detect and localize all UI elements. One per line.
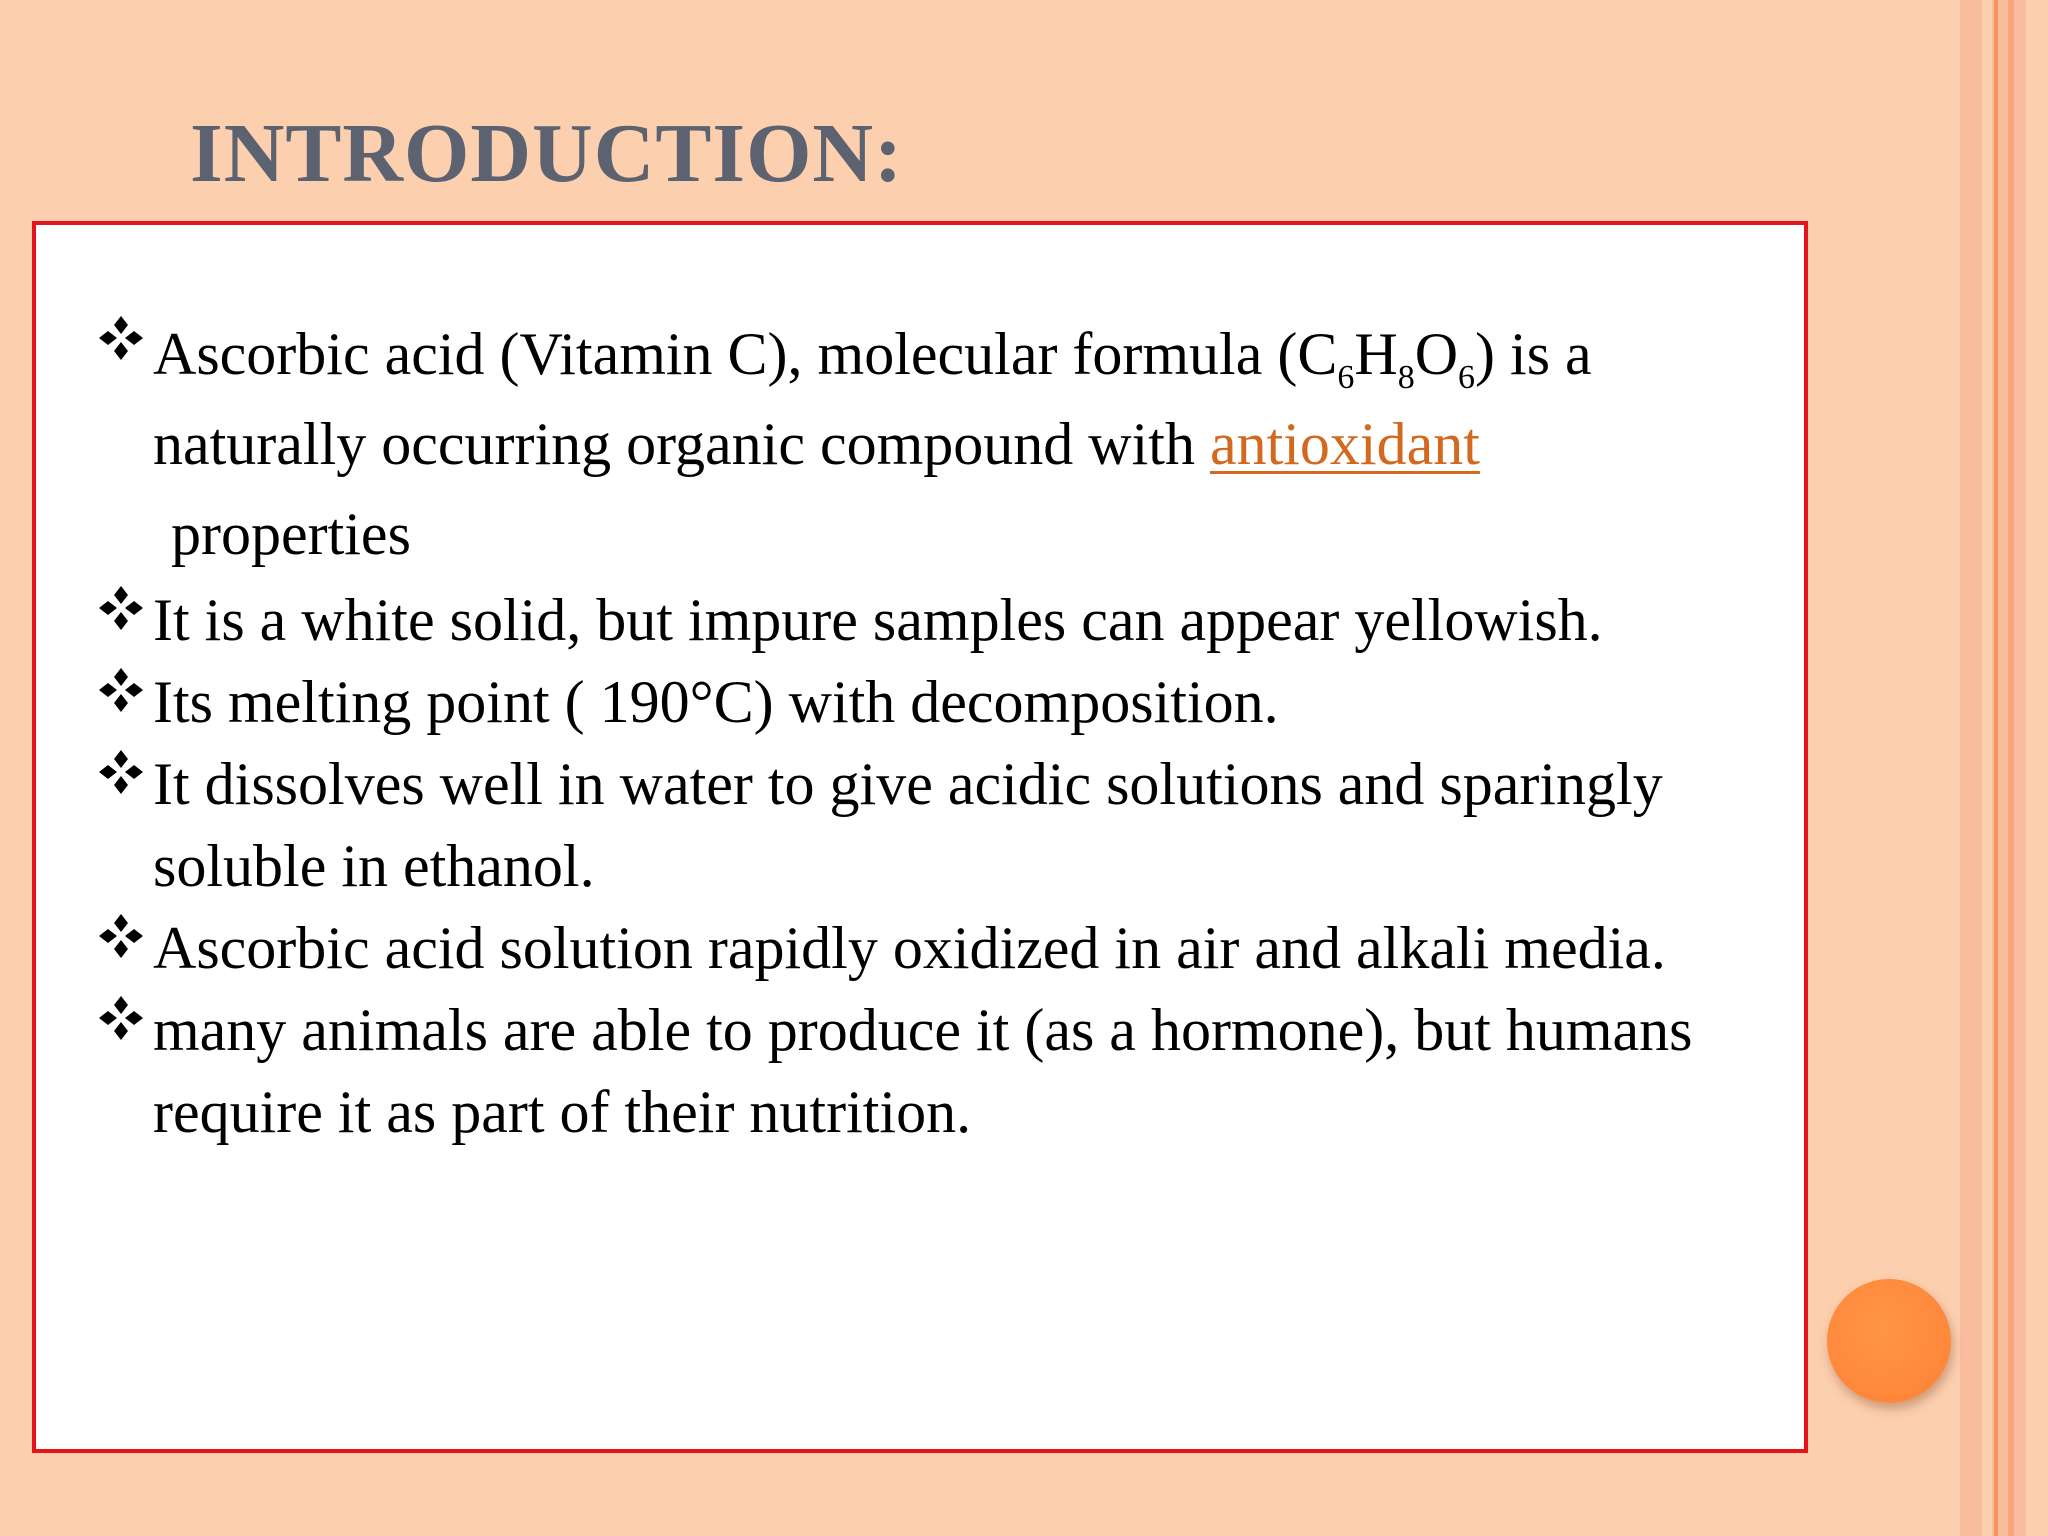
bullet-text: Its melting point ( 190°C) with decomposition. (153, 669, 1279, 735)
bullet-item (60, 907, 1800, 989)
subscript: 8 (1397, 359, 1415, 396)
slide-title: INTRODUCTION: (190, 107, 904, 200)
bullet-list (60, 309, 1800, 1153)
content-box (32, 221, 1808, 1453)
bullet-item (60, 579, 1800, 661)
bullet-text: H (1354, 321, 1398, 387)
bullet-text: It is a white solid, but impure samples can appear yellowish. (153, 587, 1603, 653)
bullet-text: many animals are able to produce it (as a hormone), but humans require it as part of their nutrition. (153, 997, 1693, 1145)
bullet-text: It dissolves well in water to give acidic solutions and sparingly soluble in ethanol. (153, 751, 1663, 899)
bullet-item (60, 743, 1800, 907)
antioxidant-link[interactable]: antioxidant (1209, 411, 1480, 477)
orange-circle-decoration (1827, 1279, 1951, 1403)
bullet-item (60, 661, 1800, 743)
bullet-text: Ascorbic acid (Vitamin C), molecular formula (C (153, 321, 1338, 387)
subscript: 6 (1337, 359, 1355, 396)
four-diamond-bullet-icon (96, 583, 148, 635)
bullet-text: Ascorbic acid solution rapidly oxidized in air and alkali media. (153, 915, 1666, 981)
bullet-text: O (1414, 321, 1459, 387)
four-diamond-bullet-icon (96, 993, 148, 1045)
bullet-text: ) is a naturally occurring organic compound with (153, 321, 1592, 477)
right-decor-stripe (1982, 0, 1992, 1536)
four-diamond-bullet-icon (96, 747, 148, 799)
bullet-item-ascorbic-acid (60, 309, 1800, 579)
subscript: 6 (1458, 359, 1476, 396)
right-decor-stripe (2026, 0, 2048, 1536)
four-diamond-bullet-icon (96, 665, 148, 717)
bullet-item (60, 989, 1800, 1153)
four-diamond-bullet-icon (96, 911, 148, 963)
bullet-text: properties (171, 501, 411, 567)
right-decor-stripe-line (1994, 0, 1998, 1536)
right-decor-stripe-line (2008, 0, 2014, 1536)
four-diamond-bullet-icon (96, 313, 148, 365)
